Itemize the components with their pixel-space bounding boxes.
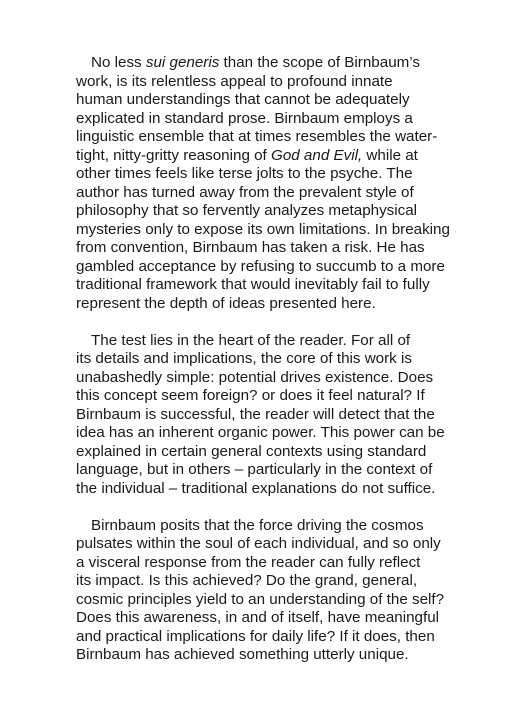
text-run: gambled acceptance by refusing to succumb to a more <box>76 257 445 275</box>
text-line <box>76 387 516 406</box>
text-run: from convention, Birnbaum has taken a risk. He has <box>76 239 425 256</box>
text-line <box>76 184 516 203</box>
text-run: philosophy that so fervently analyzes metaphysical <box>76 202 418 219</box>
text-run: No less <box>91 54 146 71</box>
text-run: Does this awareness, in and of itself, have meaningful <box>76 609 440 626</box>
paragraph-3 <box>76 517 516 665</box>
text-line <box>76 110 516 129</box>
document-body <box>76 54 516 683</box>
text-line <box>76 609 516 628</box>
text-line <box>76 91 516 110</box>
text-run: its details and implications, the core of this work is <box>76 350 412 367</box>
text-line <box>76 350 516 369</box>
text-run: cosmic principles yield to an understanding of the self? <box>76 590 445 608</box>
text-run: The test lies in the heart of the reader. For all of <box>91 331 411 349</box>
text-run: author has turned away from the prevalent style of <box>76 183 414 201</box>
text-line <box>76 221 516 240</box>
text-run: Birnbaum posits that the force driving the cosmos <box>91 516 424 534</box>
text-line <box>76 202 516 221</box>
text-run: work, is its relentless appeal to profound innate <box>76 72 393 90</box>
text-line <box>76 443 516 462</box>
text-line <box>76 628 516 647</box>
text-run: other times feels like terse jolts to the psyche. The <box>76 165 413 182</box>
italic-title: sui generis <box>145 54 220 71</box>
text-run: idea has an inherent organic power. This power can be <box>76 424 445 441</box>
text-run: pulsates within the soul of each individual, and so only <box>76 535 441 552</box>
text-line <box>76 165 516 184</box>
text-run: explicated in standard prose. Birnbaum employs a <box>76 109 413 127</box>
text-run: the individual – traditional explanations do not suffice. <box>76 479 436 497</box>
text-run: unabashedly simple: potential drives existence. Does <box>76 368 434 386</box>
text-line <box>76 517 516 536</box>
text-line <box>76 480 516 499</box>
text-run: and practical implications for daily life? If it does, then <box>76 627 435 645</box>
text-line <box>76 461 516 480</box>
text-run: traditional framework that would inevitably fail to fully <box>76 276 430 293</box>
text-run: Birnbaum has achieved something utterly unique. <box>76 646 409 663</box>
text-run: while at <box>362 146 418 164</box>
paragraph-1 <box>76 54 516 313</box>
text-line <box>76 147 516 166</box>
text-line <box>76 646 516 665</box>
text-line <box>76 554 516 573</box>
text-run: this concept seem foreign? or does it feel natural? If <box>76 387 425 404</box>
text-run: explained in certain general contexts using standard <box>76 442 427 460</box>
text-line <box>76 128 516 147</box>
text-run: mysteries only to expose its own limitations. In breaking <box>76 220 450 238</box>
text-line <box>76 535 516 554</box>
text-run: human understandings that cannot be adequately <box>76 91 410 108</box>
text-run: Birnbaum is successful, the reader will detect that the <box>76 405 435 423</box>
text-line <box>76 591 516 610</box>
paragraph-2 <box>76 332 516 499</box>
text-line <box>76 406 516 425</box>
text-line <box>76 572 516 591</box>
text-line <box>76 258 516 277</box>
text-line <box>76 239 516 258</box>
text-line <box>76 73 516 92</box>
text-run: represent the depth of ideas presented here. <box>76 294 376 312</box>
text-line <box>76 369 516 388</box>
text-run: its impact. Is this achieved? Do the grand, general, <box>76 572 418 589</box>
text-run: tight, nitty-gritty reasoning of <box>76 146 271 164</box>
text-line <box>76 54 516 73</box>
text-run: language, but in others – particularly in the context of <box>76 461 433 478</box>
text-line <box>76 332 516 351</box>
text-line <box>76 424 516 443</box>
text-run: a visceral response from the reader can fully reflect <box>76 553 421 571</box>
italic-title: God and Evil, <box>271 146 363 164</box>
text-run: than the scope of Birnbaum’s <box>219 54 420 71</box>
text-line <box>76 295 516 314</box>
text-run: linguistic ensemble that at times resembles the water- <box>76 128 438 145</box>
text-line <box>76 276 516 295</box>
